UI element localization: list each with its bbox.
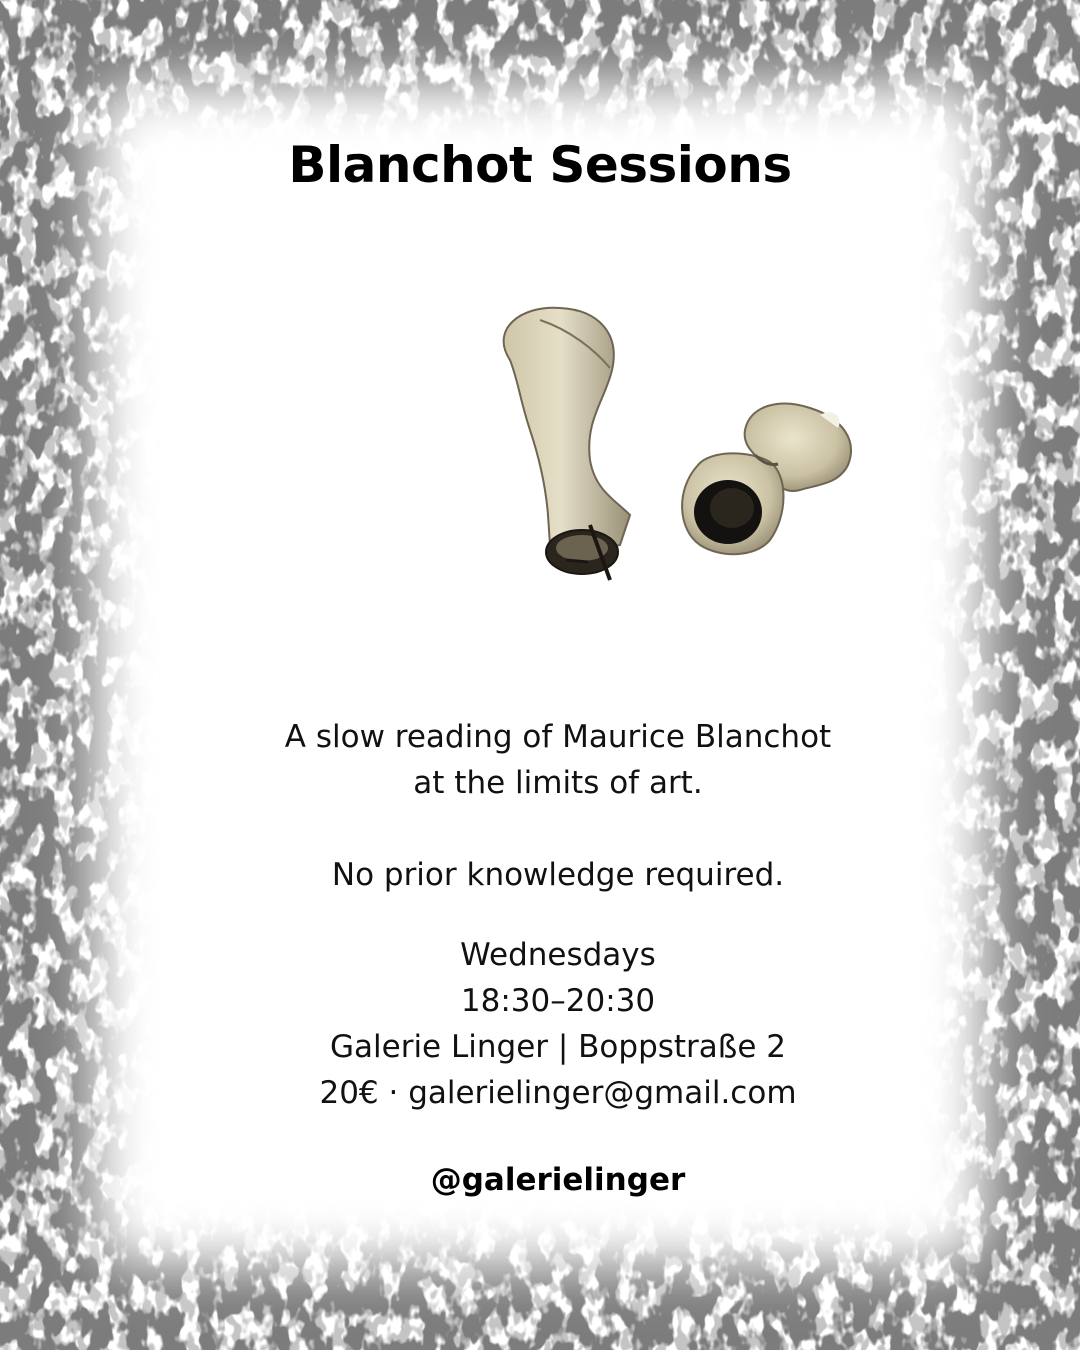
social-handle: @galerielinger [430,1162,686,1198]
event-day: Wednesdays [460,937,656,973]
event-time: 18:30–20:30 [460,983,656,1019]
left-fragment [504,308,630,580]
sculpture-fragments-illustration [470,290,890,610]
intro-line-1: A slow reading of Maurice Blanchot [284,719,832,755]
poster-title: Blanchot Sessions [288,136,792,194]
event-details [240,932,876,1116]
right-fragment [682,404,851,555]
event-venue: Galerie Linger | Boppstraße 2 [330,1029,786,1065]
intro-text [240,714,876,806]
intro-line-2: at the limits of art. [413,765,703,801]
event-price-contact: 20€ · galerielinger@gmail.com [319,1075,797,1111]
prior-knowledge-note: No prior knowledge required. [331,857,785,893]
